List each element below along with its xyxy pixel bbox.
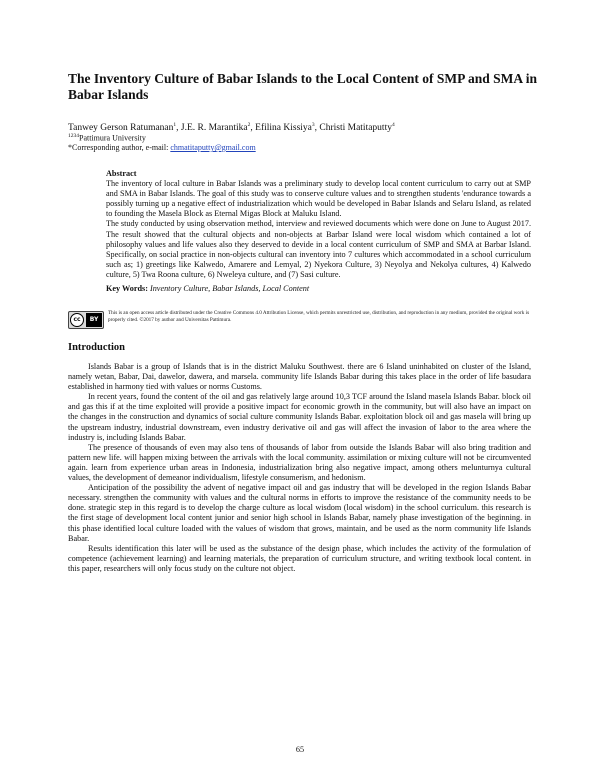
author-affil-mark: 3 [311, 122, 315, 128]
body-paragraph: In recent years, found the content of the oil and gas relatively large around 10,3 TCF around the Island masela Islands Babar. block oil and gas this if at the time exploited will provide a positive impact for economic growth in the community, but will also have an impact on the changes in the construction and dynamics of social culture community Islands Babar. exploitation block oil and gas masela will bring up the upstream industry, industrial downstream, even industry derivative oil and gas will affect the invasion of labor to the area where the industry is, including Islands Babar. [68, 392, 531, 442]
corresponding-label: *Corresponding author, e-mail: [68, 143, 171, 152]
page-number: 65 [295, 745, 305, 754]
body-paragraph: Anticipation of the possibility the advent of negative impact oil and gas industry that will be developed in the region Islands Babar necessary. strengthen the community with values and the cultural norms in efforts to improve the resistance of the community needs to be done. strategic step in this regard is to develop the charge culture as local wisdom (local wisdom) in the school curriculum. this research is the first stage of development local content junior and senior high school in Islands Babar, namely phase investigation of the beginning. in this phase identified local culture loaded with the values of wisdom that grows, maintain, and be used as the norm community life Islands Babar. [68, 483, 531, 543]
affiliation-mark: 1234 [68, 133, 79, 139]
author-affil-mark: 2 [247, 122, 251, 128]
cc-by-badge-icon[interactable] [68, 311, 104, 329]
body-paragraph: The presence of thousands of even may also tens of thousands of labor from outside the Islands Babar will also bring tradition and pattern new life. will happen mixing between the arrivals with the local community. assimilation or mixing culture will not be circumvented again. learn from experience urban areas in Indonesia, industrialization bring also negative impact, among others melunturnya cultural values, the development of demeanor individualism, lifestyle consumerism, and hedonism. [68, 442, 531, 483]
paper-title: The Inventory Culture of Babar Islands to the Local Content of SMP and SMA in Babar Islands [68, 71, 538, 102]
abstract-section [106, 169, 531, 280]
keywords-label: Key Words [106, 284, 146, 293]
cc-logo: cc [70, 313, 84, 327]
body-paragraph: Results identification this later will be used as the substance of the design phase, which includes the activity of the formulation of competence (achievement learning) and learning materials, the preparation of curriculum structure, and writing textbook local content. in this paper, researchers will only focus study on the culture not object. [68, 543, 531, 573]
affiliation-name: Pattimura University [79, 133, 146, 143]
affiliation [68, 131, 146, 144]
introduction-body [68, 362, 531, 574]
body-paragraph: Islands Babar is a group of Islands that is in the district Maluku Southwest. there are 6 Island uninhabited on cluster of the Island, namely wetan, Babar, Dai, dawelor, dawera, and marsela. community life Islands Babar during this takes place in the order of life basudara established in harmony tied with values or norms Customs. [68, 362, 531, 392]
abstract-paragraph: The study conducted by using observation method, interview and reviewed documents which were done on June to August 2017. The result showed that the cultural objects and non-objects at Barbar Island were local wisdom which contained a lot of philosophy values and life values also they deserved to devide in a local content curriculum of SMP and SMA at Barbar Island. Specifically, on social practice in non-objects cultural can inventory into 7 cultures which accommodated in a school curriculum such as; 1) greetings like Kalwedo, Amarere and Lemyal, 2) Nyekora Culture, 3) Neyolya and Nekolya cultures, 4) Kalwedo culture, 5) Twa Roona culture, 6) Nweleya culture, and (7) Sasi culture. [106, 219, 531, 279]
author-name: Tanwey Gerson Ratumanan [68, 123, 174, 134]
keywords: Key Words: Inventory Culture, Babar Islands, Local Content [106, 284, 310, 293]
corresponding-author [68, 143, 256, 153]
introduction-heading: Introduction [68, 342, 125, 353]
by-logo: BY [86, 313, 102, 327]
author-name: Efilina Kissiya [255, 123, 312, 134]
author-name: J.E. R. Marantika [180, 123, 248, 134]
license-notice [68, 309, 531, 333]
author-list: Tanwey Gerson Ratumanan$^1$, J.E. R. Marantika$^2$, Efilina Kissiya$^3$, Christi Matitaputty$^4$ [68, 122, 395, 134]
abstract-heading: Abstract [106, 169, 137, 178]
author-affil-mark: 1 [173, 122, 177, 128]
abstract-paragraph: The inventory of local culture in Babar Islands was a preliminary study to develop local content curriculum to carry out at SMP and SMA in Babar Islands. The goal of this study was to conserve culture values and to strengthen students 'endurance towards a possibly turning up a negative effect of industrialization which would be developed in Babar Islands and Selaru Island, as related to founding the Masela Block as Eternal Migas Block at Maluku Island. [106, 179, 531, 219]
author-name: Christi Matitaputty [319, 123, 392, 134]
license-text: This is an open access article distributed under the Creative Commons 4.0 Attribution License, which permits unrestricted use, distribution, and reproduction in any medium, provided the original work is properly cited. ©2017 by author and Universitas Pattimura. [108, 310, 530, 324]
author-affil-mark: 4 [391, 122, 395, 128]
corresponding-email-link[interactable]: chmatitaputty@gmail.com [170, 143, 256, 152]
keywords-values: Inventory Culture, Babar Islands, Local Content [149, 284, 310, 293]
